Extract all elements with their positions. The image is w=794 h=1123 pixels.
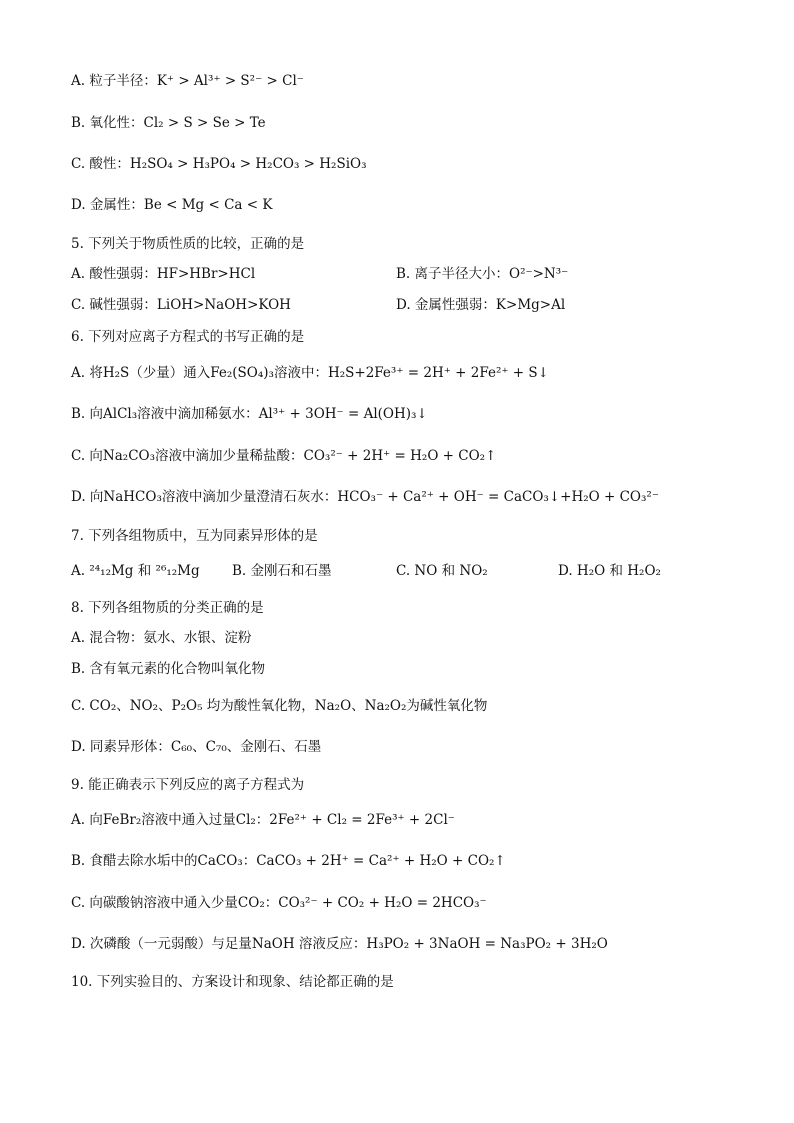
q8-option-d: D. 同素异形体：C₆₀、C₇₀、金刚石、石墨 xyxy=(71,739,322,755)
q6-option-b: B. 向AlCl₃溶液中滴加稀氨水：Al³⁺ + 3OH⁻ = Al(OH)₃↓ xyxy=(71,406,428,422)
q6-option-d: D. 向NaHCO₃溶液中滴加少量澄清石灰水：HCO₃⁻ + Ca²⁺ + OH⁻ = CaCO₃↓+H₂O + CO₃²⁻ xyxy=(71,489,659,505)
question-5-stem: 5. 下列关于物质性质的比较，正确的是 xyxy=(71,236,305,252)
q5-option-d: D. 金属性强弱：K>Mg>Al xyxy=(396,297,566,313)
q8-option-a: A. 混合物：氨水、水银、淀粉 xyxy=(71,630,252,646)
question-8-stem: 8. 下列各组物质的分类正确的是 xyxy=(71,600,264,616)
q9-option-b: B. 食醋去除水垢中的CaCO₃：CaCO₃ + 2H⁺ = Ca²⁺ + H₂O + CO₂↑ xyxy=(71,853,506,869)
q5-option-b: B. 离子半径大小：O²⁻>N³⁻ xyxy=(396,266,569,282)
question-6-stem: 6. 下列对应离子方程式的书写正确的是 xyxy=(71,329,305,345)
q5-option-a: A. 酸性强弱：HF>HBr>HCl xyxy=(71,266,256,282)
q7-option-b: B. 金刚石和石墨 xyxy=(232,563,332,579)
q4-option-d: D. 金属性：Be < Mg < Ca < K xyxy=(71,197,273,213)
q9-option-a: A. 向FeBr₂溶液中通入过量Cl₂：2Fe²⁺ + Cl₂ = 2Fe³⁺ + 2Cl⁻ xyxy=(71,812,455,828)
question-7-stem: 7. 下列各组物质中，互为同素异形体的是 xyxy=(71,528,318,544)
q5-option-c: C. 碱性强弱：LiOH>NaOH>KOH xyxy=(71,297,291,313)
q7-option-c: C. NO 和 NO₂ xyxy=(396,563,488,579)
question-10-stem: 10. 下列实验目的、方案设计和现象、结论都正确的是 xyxy=(71,974,394,990)
q8-option-b: B. 含有氧元素的化合物叫氧化物 xyxy=(71,661,266,677)
q7-option-d: D. H₂O 和 H₂O₂ xyxy=(558,563,661,579)
q4-option-a: A. 粒子半径：K⁺ > Al³⁺ > S²⁻ > Cl⁻ xyxy=(71,73,304,89)
q6-option-a: A. 将H₂S（少量）通入Fe₂(SO₄)₃溶液中：H₂S+2Fe³⁺ = 2H⁺ + 2Fe²⁺ + S↓ xyxy=(71,365,549,381)
q4-option-b: B. 氧化性：Cl₂ > S > Se > Te xyxy=(71,115,266,131)
q4-option-c: C. 酸性：H₂SO₄ > H₃PO₄ > H₂CO₃ > H₂SiO₃ xyxy=(71,156,367,172)
q7-option-a: A. ²⁴₁₂Mg 和 ²⁶₁₂Mg xyxy=(71,563,200,579)
q9-option-c: C. 向碳酸钠溶液中通入少量CO₂：CO₃²⁻ + CO₂ + H₂O = 2HCO₃⁻ xyxy=(71,895,487,911)
q6-option-c: C. 向Na₂CO₃溶液中滴加少量稀盐酸：CO₃²⁻ + 2H⁺ = H₂O + CO₂↑ xyxy=(71,448,497,464)
q8-option-c: C. CO₂、NO₂、P₂O₅ 均为酸性氧化物，Na₂O、Na₂O₂为碱性氧化物 xyxy=(71,698,488,714)
question-9-stem: 9. 能正确表示下列反应的离子方程式为 xyxy=(71,777,305,793)
q9-option-d: D. 次磷酸（一元弱酸）与足量NaOH 溶液反应：H₃PO₂ + 3NaOH = Na₃PO₂ + 3H₂O xyxy=(71,936,608,952)
